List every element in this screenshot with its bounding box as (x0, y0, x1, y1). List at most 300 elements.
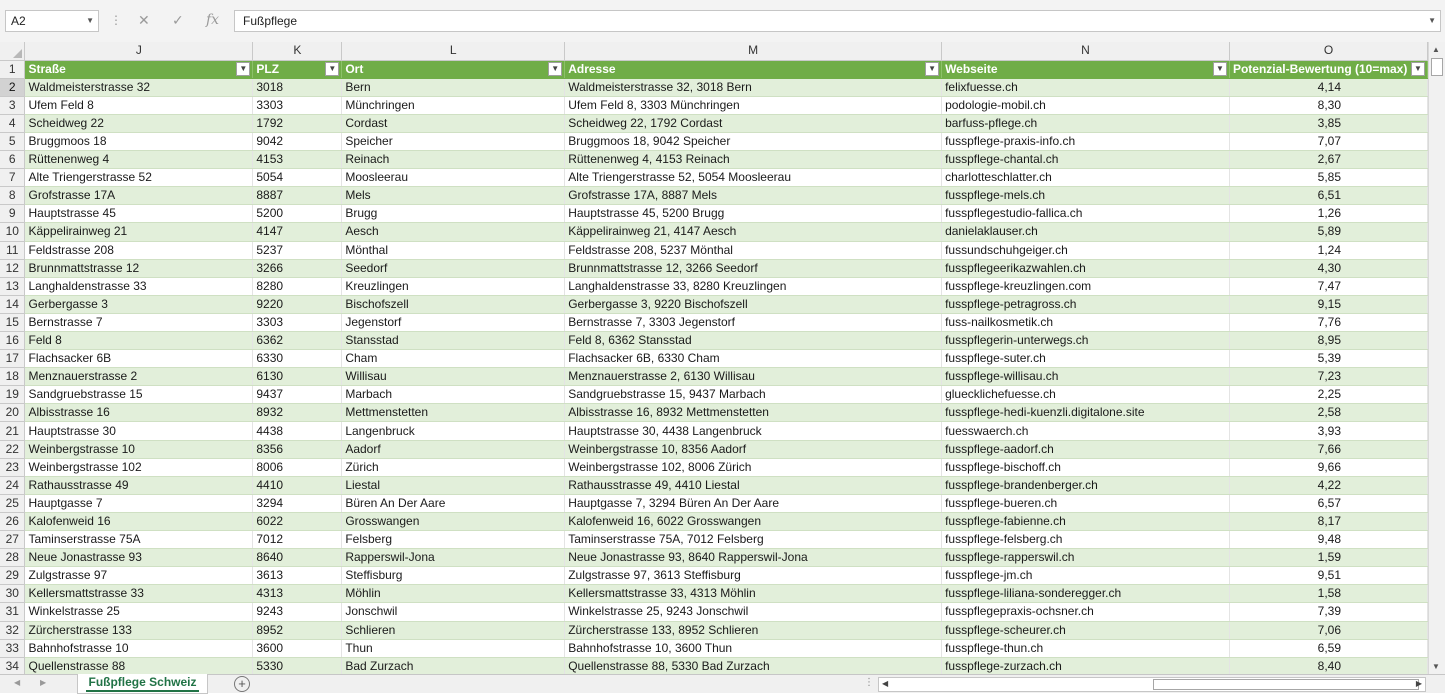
table-cell[interactable]: Moosleerau (342, 169, 565, 187)
table-header-cell[interactable] (253, 60, 342, 78)
table-cell[interactable]: Bruggmoos 18, 9042 Speicher (565, 132, 942, 150)
table-cell[interactable]: Gerbergasse 3, 9220 Bischofszell (565, 295, 942, 313)
table-cell[interactable]: 5,85 (1229, 169, 1427, 187)
table-cell[interactable]: Jegenstorf (342, 313, 565, 331)
table-cell[interactable]: fusspflege-aadorf.ch (942, 440, 1230, 458)
table-cell[interactable]: Bad Zurzach (342, 657, 565, 674)
formula-bar-grip-icon: ⋮ (110, 13, 121, 27)
table-cell[interactable]: Hauptstrasse 45 (25, 205, 253, 223)
table-row (0, 295, 1428, 313)
table-header-cell[interactable] (342, 60, 565, 78)
table-cell[interactable]: Bischofszell (342, 295, 565, 313)
table-cell[interactable]: danielaklauser.ch (942, 223, 1230, 241)
table-cell[interactable]: Brugg (342, 205, 565, 223)
row-header[interactable]: 30 (0, 585, 25, 603)
table-cell[interactable]: Weinbergstrasse 10, 8356 Aadorf (565, 440, 942, 458)
row-header[interactable]: 1 (0, 60, 25, 78)
table-cell[interactable]: 5,89 (1229, 223, 1427, 241)
column-header-n[interactable]: N (942, 42, 1230, 60)
table-cell[interactable]: 3018 (253, 78, 342, 96)
table-header-cell[interactable] (1229, 60, 1427, 78)
table-cell[interactable]: Hauptgasse 7, 3294 Büren An Der Aare (565, 494, 942, 512)
table-cell[interactable]: 8932 (253, 404, 342, 422)
table-cell[interactable]: Albisstrasse 16 (25, 404, 253, 422)
table-cell[interactable]: 3613 (253, 567, 342, 585)
table-cell[interactable]: Reinach (342, 151, 565, 169)
table-cell[interactable]: Bernstrasse 7, 3303 Jegenstorf (565, 313, 942, 331)
scroll-down-icon[interactable]: ▼ (1432, 662, 1440, 671)
table-cell[interactable]: 9437 (253, 386, 342, 404)
horizontal-scroll-thumb[interactable] (1153, 679, 1419, 690)
table-cell[interactable]: Cordast (342, 114, 565, 132)
table-cell[interactable]: fusspflegestudio-fallica.ch (942, 205, 1230, 223)
row-header[interactable]: 34 (0, 657, 25, 674)
row-header[interactable]: 17 (0, 350, 25, 368)
cancel-icon[interactable]: ✕ (138, 12, 150, 28)
table-cell[interactable]: 4438 (253, 422, 342, 440)
horizontal-scrollbar[interactable] (878, 677, 1426, 692)
table-cell[interactable]: Rüttenenweg 4 (25, 151, 253, 169)
row-header[interactable]: 29 (0, 567, 25, 585)
table-cell[interactable]: fusspflege-hedi-kuenzli.digitalone.site (942, 404, 1230, 422)
table-cell[interactable]: fusspflege-fabienne.ch (942, 512, 1230, 530)
table-row (0, 512, 1428, 530)
row-header[interactable]: 31 (0, 603, 25, 621)
table-cell[interactable]: 9,15 (1229, 295, 1427, 313)
table-cell[interactable]: Feldstrasse 208 (25, 241, 253, 259)
table-header-cell[interactable] (25, 60, 253, 78)
table-cell[interactable]: charlotteschlatter.ch (942, 169, 1230, 187)
table-cell[interactable]: Weinbergstrasse 10 (25, 440, 253, 458)
table-cell[interactable]: 7,23 (1229, 368, 1427, 386)
table-cell[interactable]: Grosswangen (342, 512, 565, 530)
table-cell[interactable]: fusspflege-zurzach.ch (942, 657, 1230, 674)
table-cell[interactable]: Speicher (342, 132, 565, 150)
table-cell[interactable]: Kellersmattstrasse 33 (25, 585, 253, 603)
table-cell[interactable]: Kalofenweid 16 (25, 512, 253, 530)
table-cell[interactable]: Zulgstrasse 97 (25, 567, 253, 585)
table-cell[interactable]: Alte Triengerstrasse 52, 5054 Moosleerau (565, 169, 942, 187)
table-cell[interactable]: 5054 (253, 169, 342, 187)
scroll-up-icon[interactable]: ▲ (1432, 45, 1440, 54)
table-cell[interactable]: 6330 (253, 350, 342, 368)
row-header[interactable]: 18 (0, 368, 25, 386)
table-cell[interactable]: Feld 8 (25, 332, 253, 350)
row-header[interactable]: 11 (0, 241, 25, 259)
row-header[interactable]: 26 (0, 512, 25, 530)
table-cell[interactable]: Felsberg (342, 531, 565, 549)
row-header[interactable]: 33 (0, 639, 25, 657)
table-cell[interactable]: 8,30 (1229, 96, 1427, 114)
table-cell[interactable]: 8,40 (1229, 657, 1427, 674)
table-cell[interactable]: podologie-mobil.ch (942, 96, 1230, 114)
row-header[interactable]: 20 (0, 404, 25, 422)
table-cell[interactable]: 7,66 (1229, 440, 1427, 458)
table-cell[interactable]: 9,66 (1229, 458, 1427, 476)
table-cell[interactable]: 7012 (253, 531, 342, 549)
table-cell[interactable]: Steffisburg (342, 567, 565, 585)
row-header[interactable]: 2 (0, 78, 25, 96)
filter-dropdown-icon[interactable]: ▼ (236, 62, 250, 76)
table-row (0, 476, 1428, 494)
filter-dropdown-icon[interactable]: ▼ (925, 62, 939, 76)
table-cell[interactable]: Bruggmoos 18 (25, 132, 253, 150)
table-cell[interactable]: 8356 (253, 440, 342, 458)
table-cell[interactable]: Zulgstrasse 97, 3613 Steffisburg (565, 567, 942, 585)
table-cell[interactable]: Willisau (342, 368, 565, 386)
table-cell[interactable]: 3303 (253, 313, 342, 331)
name-box[interactable] (5, 10, 99, 32)
table-cell[interactable]: Mels (342, 187, 565, 205)
vertical-scroll-thumb[interactable] (1431, 58, 1443, 76)
table-cell[interactable]: Kreuzlingen (342, 277, 565, 295)
table-row (0, 404, 1428, 422)
row-header[interactable]: 10 (0, 223, 25, 241)
table-cell[interactable]: Waldmeisterstrasse 32 (25, 78, 253, 96)
row-header[interactable]: 27 (0, 531, 25, 549)
table-cell[interactable]: Neue Jonastrasse 93 (25, 549, 253, 567)
table-cell[interactable]: Bernstrasse 7 (25, 313, 253, 331)
table-cell[interactable]: 7,76 (1229, 313, 1427, 331)
table-cell[interactable]: Münchringen (342, 96, 565, 114)
table-cell[interactable]: 8640 (253, 549, 342, 567)
plus-circle-icon[interactable]: + (234, 676, 250, 692)
row-header[interactable]: 3 (0, 96, 25, 114)
row-header[interactable]: 8 (0, 187, 25, 205)
table-cell[interactable]: fusspflege-rapperswil.ch (942, 549, 1230, 567)
table-cell[interactable]: 6,59 (1229, 639, 1427, 657)
table-cell[interactable]: Grofstrasse 17A (25, 187, 253, 205)
table-cell[interactable]: Sandgruebstrasse 15, 9437 Marbach (565, 386, 942, 404)
column-header-o[interactable]: O (1229, 42, 1427, 60)
table-cell[interactable]: Cham (342, 350, 565, 368)
table-cell[interactable]: Kellersmattstrasse 33, 4313 Möhlin (565, 585, 942, 603)
filter-dropdown-icon[interactable]: ▼ (1411, 62, 1425, 76)
column-header-l[interactable]: L (342, 42, 565, 60)
table-cell[interactable]: 2,58 (1229, 404, 1427, 422)
table-cell[interactable]: 5330 (253, 657, 342, 674)
table-cell[interactable]: 6362 (253, 332, 342, 350)
table-cell[interactable]: Menznauerstrasse 2 (25, 368, 253, 386)
filter-dropdown-icon[interactable]: ▼ (548, 62, 562, 76)
table-cell[interactable]: felixfuesse.ch (942, 78, 1230, 96)
table-cell[interactable]: Liestal (342, 476, 565, 494)
table-cell[interactable]: 1,24 (1229, 241, 1427, 259)
table-row (0, 350, 1428, 368)
scroll-right-icon[interactable]: ▶ (1415, 679, 1422, 688)
table-cell[interactable]: Bern (342, 78, 565, 96)
row-header[interactable]: 23 (0, 458, 25, 476)
table-row (0, 132, 1428, 150)
table-row (0, 169, 1428, 187)
table-cell[interactable]: fusspflege-liliana-sonderegger.ch (942, 585, 1230, 603)
table-cell[interactable]: Mönthal (342, 241, 565, 259)
table-cell[interactable]: 3600 (253, 639, 342, 657)
table-cell[interactable]: 8280 (253, 277, 342, 295)
table-cell[interactable]: fusspflegepraxis-ochsner.ch (942, 603, 1230, 621)
sheet-tab-bar (0, 674, 1445, 693)
row-header[interactable]: 16 (0, 332, 25, 350)
header-label: Ort (345, 61, 364, 76)
table-cell[interactable]: fuesswaerch.ch (942, 422, 1230, 440)
table-cell[interactable]: Weinbergstrasse 102 (25, 458, 253, 476)
table-cell[interactable]: Zürcherstrasse 133 (25, 621, 253, 639)
table-cell[interactable]: Aesch (342, 223, 565, 241)
next-sheet-icon[interactable]: ▶ (40, 678, 47, 687)
table-cell[interactable]: Langenbruck (342, 422, 565, 440)
table-cell[interactable]: Waldmeisterstrasse 32, 3018 Bern (565, 78, 942, 96)
table-cell[interactable]: 8887 (253, 187, 342, 205)
table-cell[interactable]: 9220 (253, 295, 342, 313)
table-cell[interactable]: fuss-nailkosmetik.ch (942, 313, 1230, 331)
table-cell[interactable]: 4147 (253, 223, 342, 241)
table-cell[interactable]: Schlieren (342, 621, 565, 639)
table-cell[interactable]: 4,22 (1229, 476, 1427, 494)
tab-split-handle-icon[interactable]: ⋮ (864, 677, 874, 688)
table-cell[interactable]: Zürich (342, 458, 565, 476)
table-cell[interactable]: Gerbergasse 3 (25, 295, 253, 313)
table-cell[interactable]: Hauptstrasse 30, 4438 Langenbruck (565, 422, 942, 440)
table-cell[interactable]: Winkelstrasse 25 (25, 603, 253, 621)
table-cell[interactable]: 4,30 (1229, 259, 1427, 277)
table-cell[interactable]: Flachsacker 6B, 6330 Cham (565, 350, 942, 368)
row-header[interactable]: 24 (0, 476, 25, 494)
table-cell[interactable]: 6,57 (1229, 494, 1427, 512)
table-cell[interactable]: 1,58 (1229, 585, 1427, 603)
column-header-k[interactable]: K (253, 42, 342, 60)
worksheet-grid[interactable] (0, 42, 1428, 674)
row-header[interactable]: 12 (0, 259, 25, 277)
table-cell[interactable]: 3294 (253, 494, 342, 512)
table-cell[interactable]: fusspflege-bueren.ch (942, 494, 1230, 512)
enter-icon[interactable]: ✓ (172, 12, 184, 28)
table-cell[interactable]: Büren An Der Aare (342, 494, 565, 512)
formula-value: Fußpflege (243, 14, 298, 28)
table-cell[interactable]: Scheidweg 22, 1792 Cordast (565, 114, 942, 132)
table-cell[interactable]: barfuss-pflege.ch (942, 114, 1230, 132)
table-cell[interactable]: fusspflege-bischoff.ch (942, 458, 1230, 476)
table-cell[interactable]: fusspflege-praxis-info.ch (942, 132, 1230, 150)
table-cell[interactable]: Zürcherstrasse 133, 8952 Schlieren (565, 621, 942, 639)
table-cell[interactable]: 9243 (253, 603, 342, 621)
table-row (0, 494, 1428, 512)
table-cell[interactable]: 3,85 (1229, 114, 1427, 132)
row-header[interactable]: 13 (0, 277, 25, 295)
table-row (0, 585, 1428, 603)
table-cell[interactable]: Möhlin (342, 585, 565, 603)
table-cell[interactable]: fusspflege-jm.ch (942, 567, 1230, 585)
table-cell[interactable]: Mettmenstetten (342, 404, 565, 422)
table-cell[interactable]: 5200 (253, 205, 342, 223)
expand-formula-bar-icon[interactable]: ▼ (1428, 16, 1436, 25)
table-cell[interactable]: fusspflege-mels.ch (942, 187, 1230, 205)
name-box-dropdown-icon[interactable]: ▼ (86, 16, 94, 25)
table-cell[interactable]: Stansstad (342, 332, 565, 350)
table-cell[interactable]: Käppelirainweg 21, 4147 Aesch (565, 223, 942, 241)
table-cell[interactable]: fusspflege-chantal.ch (942, 151, 1230, 169)
row-header[interactable]: 28 (0, 549, 25, 567)
table-row (0, 187, 1428, 205)
function-icon[interactable]: fx (206, 12, 220, 28)
table-cell[interactable]: Bahnhofstrasse 10, 3600 Thun (565, 639, 942, 657)
table-cell[interactable]: Sandgruebstrasse 15 (25, 386, 253, 404)
row-header[interactable]: 25 (0, 494, 25, 512)
table-cell[interactable]: Hauptstrasse 45, 5200 Brugg (565, 205, 942, 223)
table-cell[interactable]: 8,17 (1229, 512, 1427, 530)
table-cell[interactable]: Jonschwil (342, 603, 565, 621)
table-cell[interactable]: fusspflege-scheurer.ch (942, 621, 1230, 639)
table-row (0, 277, 1428, 295)
table-cell[interactable]: fusspflege-petragross.ch (942, 295, 1230, 313)
table-cell[interactable]: fussundschuhgeiger.ch (942, 241, 1230, 259)
table-cell[interactable]: 1,26 (1229, 205, 1427, 223)
table-cell[interactable]: 1,59 (1229, 549, 1427, 567)
table-cell[interactable]: 7,47 (1229, 277, 1427, 295)
table-cell[interactable]: 3266 (253, 259, 342, 277)
table-cell[interactable]: Thun (342, 639, 565, 657)
table-cell[interactable]: 9,48 (1229, 531, 1427, 549)
table-cell[interactable]: 5,39 (1229, 350, 1427, 368)
table-cell[interactable]: Hauptgasse 7 (25, 494, 253, 512)
table-cell[interactable]: 9042 (253, 132, 342, 150)
table-cell[interactable]: 6,51 (1229, 187, 1427, 205)
table-cell[interactable]: Rapperswil-Jona (342, 549, 565, 567)
table-row (0, 96, 1428, 114)
table-cell[interactable]: 7,07 (1229, 132, 1427, 150)
row-header[interactable]: 5 (0, 132, 25, 150)
table-cell[interactable]: Käppelirainweg 21 (25, 223, 253, 241)
row-header[interactable]: 21 (0, 422, 25, 440)
table-row (0, 313, 1428, 331)
table-cell[interactable]: 5237 (253, 241, 342, 259)
table-cell[interactable]: fusspflege-kreuzlingen.com (942, 277, 1230, 295)
table-cell[interactable]: Feld 8, 6362 Stansstad (565, 332, 942, 350)
column-header-m[interactable]: M (565, 42, 942, 60)
sheet-tab-fusspflege-schweiz[interactable] (77, 674, 208, 694)
table-row (0, 549, 1428, 567)
table-header-cell[interactable] (565, 60, 942, 78)
table-cell[interactable]: Aadorf (342, 440, 565, 458)
table-cell[interactable]: 4313 (253, 585, 342, 603)
table-cell[interactable]: 8,95 (1229, 332, 1427, 350)
table-cell[interactable]: Flachsacker 6B (25, 350, 253, 368)
table-cell[interactable]: fusspflege-suter.ch (942, 350, 1230, 368)
table-cell[interactable]: 9,51 (1229, 567, 1427, 585)
filter-dropdown-icon[interactable]: ▼ (1213, 62, 1227, 76)
table-cell[interactable]: Brunnmattstrasse 12, 3266 Seedorf (565, 259, 942, 277)
table-header-cell[interactable] (942, 60, 1230, 78)
table-cell[interactable]: Alte Triengerstrasse 52 (25, 169, 253, 187)
table-cell[interactable]: fusspflege-brandenberger.ch (942, 476, 1230, 494)
row-header[interactable]: 4 (0, 114, 25, 132)
table-cell[interactable]: Seedorf (342, 259, 565, 277)
table-cell[interactable]: gluecklichefuesse.ch (942, 386, 1230, 404)
select-all-corner[interactable] (0, 42, 25, 60)
table-cell[interactable]: Rathausstrasse 49 (25, 476, 253, 494)
table-cell[interactable]: Langhaldenstrasse 33, 8280 Kreuzlingen (565, 277, 942, 295)
table-cell[interactable]: 4410 (253, 476, 342, 494)
row-header[interactable]: 6 (0, 151, 25, 169)
table-cell[interactable]: fusspflege-willisau.ch (942, 368, 1230, 386)
table-cell[interactable]: Ufem Feld 8, 3303 Münchringen (565, 96, 942, 114)
table-cell[interactable]: Bahnhofstrasse 10 (25, 639, 253, 657)
name-box-value: A2 (11, 14, 26, 28)
table-cell[interactable]: Rathausstrasse 49, 4410 Liestal (565, 476, 942, 494)
table-cell[interactable]: 3303 (253, 96, 342, 114)
table-cell[interactable]: 2,25 (1229, 386, 1427, 404)
table-cell[interactable]: 7,39 (1229, 603, 1427, 621)
table-cell[interactable]: Brunnmattstrasse 12 (25, 259, 253, 277)
column-header-j[interactable]: J (25, 42, 253, 60)
table-row (0, 458, 1428, 476)
table-cell[interactable]: Quellenstrasse 88, 5330 Bad Zurzach (565, 657, 942, 674)
table-cell[interactable]: 8952 (253, 621, 342, 639)
row-header[interactable]: 14 (0, 295, 25, 313)
table-cell[interactable]: Marbach (342, 386, 565, 404)
table-cell[interactable]: Hauptstrasse 30 (25, 422, 253, 440)
table-cell[interactable]: 1792 (253, 114, 342, 132)
row-header[interactable]: 22 (0, 440, 25, 458)
row-header[interactable]: 9 (0, 205, 25, 223)
table-row (0, 259, 1428, 277)
row-header[interactable]: 19 (0, 386, 25, 404)
table-cell[interactable]: 3,93 (1229, 422, 1427, 440)
table-cell[interactable]: 8006 (253, 458, 342, 476)
prev-sheet-icon[interactable]: ◀ (14, 678, 21, 687)
table-cell[interactable]: Langhaldenstrasse 33 (25, 277, 253, 295)
table-cell[interactable]: Rüttenenweg 4, 4153 Reinach (565, 151, 942, 169)
table-cell[interactable]: Albisstrasse 16, 8932 Mettmenstetten (565, 404, 942, 422)
table-cell[interactable]: Feldstrasse 208, 5237 Mönthal (565, 241, 942, 259)
formula-input[interactable] (234, 10, 1441, 32)
table-row (0, 332, 1428, 350)
table-cell[interactable]: Neue Jonastrasse 93, 8640 Rapperswil-Jona (565, 549, 942, 567)
table-cell[interactable]: 4153 (253, 151, 342, 169)
row-header[interactable]: 15 (0, 313, 25, 331)
table-cell[interactable]: Menznauerstrasse 2, 6130 Willisau (565, 368, 942, 386)
table-cell[interactable]: Ufem Feld 8 (25, 96, 253, 114)
table-cell[interactable]: 4,14 (1229, 78, 1427, 96)
table-row (0, 114, 1428, 132)
table-row (0, 205, 1428, 223)
filter-dropdown-icon[interactable]: ▼ (325, 62, 339, 76)
header-label: PLZ (256, 61, 280, 76)
row-header[interactable]: 7 (0, 169, 25, 187)
vertical-scrollbar[interactable] (1428, 42, 1445, 674)
table-cell[interactable]: Quellenstrasse 88 (25, 657, 253, 674)
table-row (0, 368, 1428, 386)
row-header[interactable]: 32 (0, 621, 25, 639)
table-cell[interactable]: Scheidweg 22 (25, 114, 253, 132)
table-cell[interactable]: Grofstrasse 17A, 8887 Mels (565, 187, 942, 205)
table-cell[interactable]: Winkelstrasse 25, 9243 Jonschwil (565, 603, 942, 621)
scroll-left-icon[interactable]: ◀ (882, 679, 889, 688)
table-cell[interactable]: Taminserstrasse 75A (25, 531, 253, 549)
table-cell[interactable]: 7,06 (1229, 621, 1427, 639)
table-cell[interactable]: fusspflegeerikazwahlen.ch (942, 259, 1230, 277)
table-cell[interactable]: Kalofenweid 16, 6022 Grosswangen (565, 512, 942, 530)
table-row (0, 78, 1428, 96)
table-cell[interactable]: Weinbergstrasse 102, 8006 Zürich (565, 458, 942, 476)
table-row (0, 422, 1428, 440)
table-cell[interactable]: fusspflege-felsberg.ch (942, 531, 1230, 549)
table-cell[interactable]: Taminserstrasse 75A, 7012 Felsberg (565, 531, 942, 549)
table-cell[interactable]: 2,67 (1229, 151, 1427, 169)
table-cell[interactable]: fusspflege-thun.ch (942, 639, 1230, 657)
table-cell[interactable]: fusspflegerin-unterwegs.ch (942, 332, 1230, 350)
table-cell[interactable]: 6130 (253, 368, 342, 386)
table-cell[interactable]: 6022 (253, 512, 342, 530)
